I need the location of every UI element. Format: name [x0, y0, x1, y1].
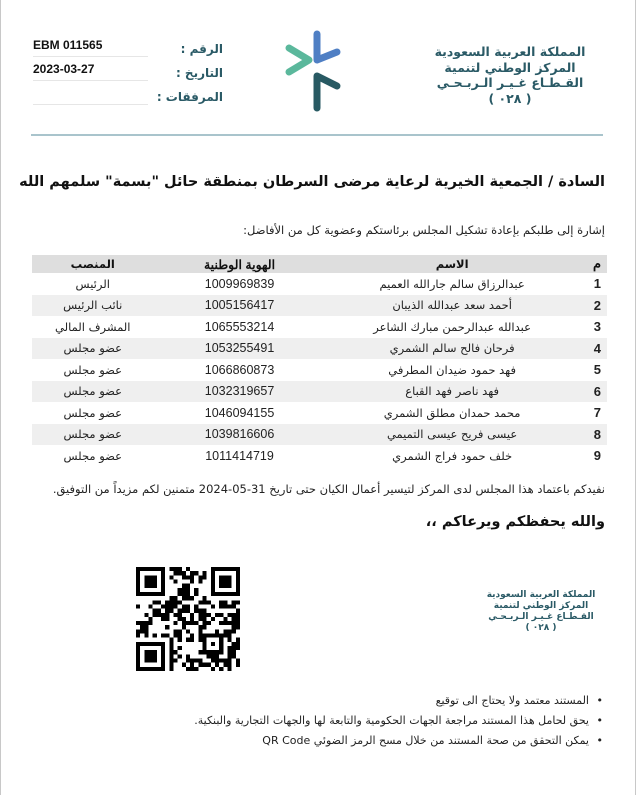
- table-row: [32, 273, 607, 295]
- reference-underline: [33, 56, 148, 57]
- table-row: [32, 445, 607, 467]
- row-no: 7: [593, 405, 601, 421]
- reference-row: [33, 38, 223, 62]
- letter-subject: السادة / الجمعية الخيرية لرعاية مرضى السرطان بمنطقة حائل "بسمة" سلمهم الله: [19, 174, 605, 190]
- reference-number: EBM 011565: [33, 38, 103, 52]
- row-name: أحمد سعد عبدالله الذيبان: [326, 295, 579, 317]
- org-line-3: القـطـاع غـيـر الـربـحـي: [436, 75, 584, 90]
- row-no: 4: [579, 338, 607, 360]
- date-row: [33, 62, 223, 86]
- row-no: 6: [579, 381, 607, 403]
- row-name: خلف حمود فراج الشمري: [392, 448, 513, 463]
- header-national-id: الهوية الوطنية: [153, 255, 325, 273]
- row-name: عبدالله عبدالرحمن مبارك الشاعر: [373, 319, 531, 334]
- date-underline: [33, 80, 148, 81]
- attachments-underline: [33, 104, 148, 105]
- table-row: [32, 316, 607, 338]
- table-row: [32, 402, 607, 424]
- header-no: م: [579, 255, 607, 273]
- row-national-id: 1011414719: [205, 448, 274, 463]
- attachments-label: المرفقات :: [156, 90, 223, 104]
- row-no: 3: [593, 319, 601, 335]
- stamp-line-1: المملكة العربية السعودية: [486, 590, 596, 600]
- row-no: 2: [579, 295, 607, 317]
- stamp-line-4: ( ٠٢٨ ): [525, 623, 557, 633]
- row-no: 8: [579, 424, 607, 446]
- organization-name: [425, 44, 595, 106]
- row-position: عضو مجلس: [32, 338, 153, 360]
- row-position: عضو مجلس: [32, 424, 153, 446]
- row-position: نائب الرئيس: [32, 295, 153, 317]
- reference-label: الرقم :: [180, 42, 223, 56]
- table-header-row: [32, 255, 607, 273]
- board-members-table: [32, 255, 607, 467]
- row-name: فهد ناصر فهد القباع: [326, 381, 579, 403]
- letter-intro: إشارة إلى طلبكم بإعادة تشكيل المجلس برئاستكم وعضوية كل من الأفاضل:: [243, 223, 605, 237]
- date-label: التاريخ :: [175, 66, 223, 80]
- table-row: [32, 424, 607, 446]
- organization-stamp: [481, 590, 601, 634]
- row-national-id: 1065553214: [204, 319, 275, 334]
- row-position: المشرف المالي: [55, 319, 131, 334]
- table-row: [32, 295, 607, 317]
- table-row: [32, 359, 607, 381]
- header-name: الاسم: [326, 255, 579, 273]
- note-item: • يمكن التحقق من صحة المستند من خلال مسح الرمز الضوئي QR Code: [194, 732, 589, 752]
- row-no: 1: [593, 276, 601, 292]
- row-national-id: 1039816606: [153, 424, 325, 446]
- row-no: 5: [593, 362, 601, 378]
- attachments-row: [33, 86, 223, 110]
- letter-closing: نفيدكم باعتماد هذا المجلس لدى المركز لتيسير أعمال الكيان حتى تاريخ 31-05-2024 متمنين لكم مزيداً من التوفيق.: [52, 482, 605, 496]
- row-name: عبدالرزاق سالم جارالله العميم: [379, 276, 525, 291]
- letter-blessing: والله يحفظكم ويرعاكم ،،: [425, 514, 605, 530]
- letter-date: 2023-03-27: [33, 62, 95, 76]
- row-national-id: 1032319657: [153, 381, 325, 403]
- row-name: عيسى فريح عيسى التميمي: [326, 424, 579, 446]
- row-name: فهد حمود ضيدان المطرفي: [388, 362, 516, 377]
- stamp-line-2: المركز الوطني لتنمية: [493, 601, 589, 611]
- letter-meta: [33, 38, 223, 110]
- row-position: الرئيس: [75, 276, 110, 291]
- header-position: المنصب: [32, 255, 153, 273]
- document-notes: [194, 692, 605, 752]
- org-line-1: المملكة العربية السعودية: [434, 44, 586, 59]
- table-row: [32, 338, 607, 360]
- row-name: محمد حمدان مطلق الشمري: [383, 405, 521, 420]
- qr-code-icon[interactable]: [136, 567, 240, 671]
- note-item: • المستند معتمد ولا يحتاج الى توقيع: [194, 692, 589, 712]
- org-line-2: المركز الوطني لتنمية: [444, 59, 576, 75]
- row-national-id: 1005156417: [153, 295, 325, 317]
- header-divider: [31, 134, 603, 136]
- row-national-id: 1053255491: [153, 338, 325, 360]
- row-national-id: 1046094155: [204, 405, 275, 420]
- row-position: عضو مجلس: [63, 405, 122, 420]
- table-row: [32, 381, 607, 403]
- org-line-4: ( ٠٢٨ ): [488, 90, 532, 106]
- row-national-id: 1009969839: [204, 276, 275, 291]
- row-name: فرحان فالح سالم الشمري: [326, 338, 579, 360]
- row-no: 9: [593, 448, 601, 464]
- row-national-id: 1066860873: [204, 362, 275, 377]
- note-item: • يحق لحامل هذا المستند مراجعة الجهات الحكومية والتابعة لها والجهات التجارية والبنكية.: [194, 712, 589, 732]
- row-position: عضو مجلس: [63, 362, 122, 377]
- row-position: عضو مجلس: [32, 381, 153, 403]
- ncnp-logo-icon: [283, 30, 347, 112]
- stamp-line-3: القـطـاع غـيـر الـربـحـي: [488, 612, 594, 622]
- row-position: عضو مجلس: [63, 448, 122, 463]
